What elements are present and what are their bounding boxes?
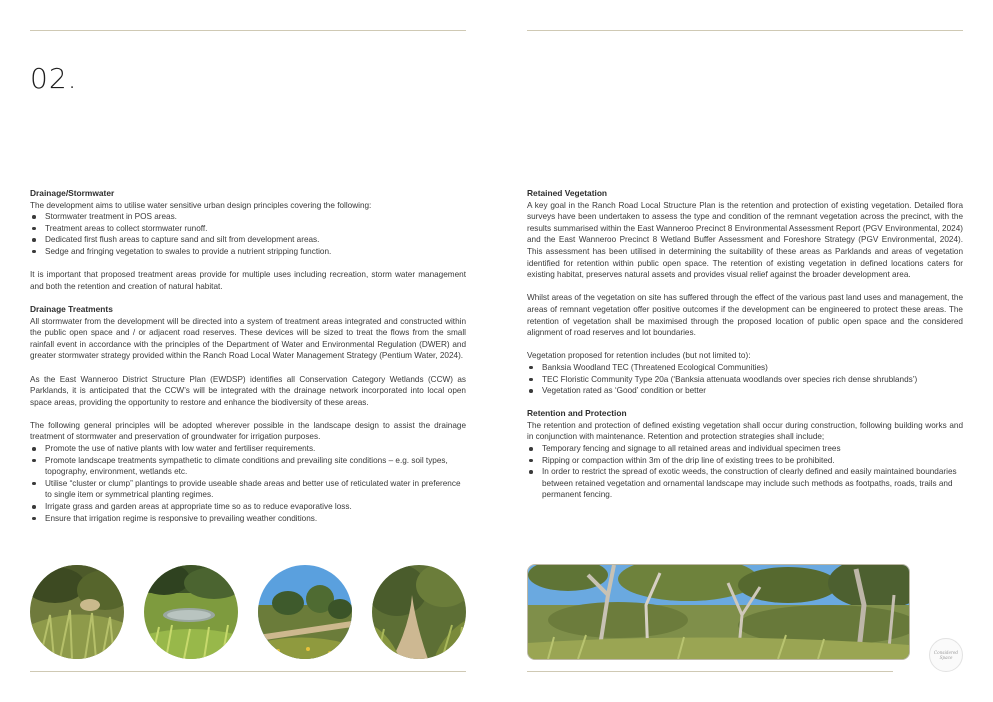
protection-heading: Retention and Protection: [527, 408, 627, 419]
considered-space-logo: [929, 638, 963, 672]
treatments-paragraph-2: As the East Wanneroo District Structure Plan (EWDSP) identifies all Conservation Category Wetlands (CCW) as Parklands, it is anticipated that the CCW’s will be integrated with the drainage network incorporated into local open space areas, providing the opportunity to restore and enhance the biodiversity of these areas.: [30, 374, 466, 407]
photo-banksia-woodland: [527, 564, 910, 660]
protection-bullet-list: [527, 443, 963, 501]
list-item: Temporary fencing and signage to all retained areas and individual specimen trees: [527, 443, 963, 455]
drainage-bullet-list: [30, 211, 466, 257]
treatments-paragraph-1: All stormwater from the development will be directed into a system of treatment areas integrated and constructed within the public open space and / or adjacent road reserves. These devices will be sized to treat the flows from the small rainfall event in accordance with the principles of the Department of Water and Environmental Regulation (DWER) and greater stormwater strategy provided within the Ranch Road Local Water Management Strategy (Pentium Water, 2024).: [30, 316, 466, 361]
drainage-intro: The development aims to utilise water sensitive urban design principles covering the following:: [30, 200, 372, 210]
list-item: TEC Floristic Community Type 20a (‘Banksia attenuata woodlands over species rich dense shrublands’): [527, 374, 963, 386]
top-rule-right: [527, 30, 963, 31]
list-item: Irrigate grass and garden areas at appropriate time so as to reduce evaporative loss.: [30, 501, 466, 513]
page-number: 02.: [30, 62, 78, 95]
bottom-rule-right: [527, 671, 893, 672]
left-column: [30, 188, 466, 524]
retained-paragraph-2: Whilst areas of the vegetation on site has suffered through the effect of the various past land uses and management, the areas of remnant vegetation offer positive outcomes if the development can be engineered to protect these areas. The retention of vegetation shall be maximised through the proposed location of public open space and the considered alignment of road reserves and lot boundaries.: [527, 293, 963, 338]
list-item: Vegetation rated as ‘Good’ condition or better: [527, 385, 963, 397]
list-item: In order to restrict the spread of exotic weeds, the construction of clearly defined and easily maintained boundaries between retained vegetation and ornamental landscape may include such methods as footpaths, roads, trails and permanent fencing.: [527, 466, 963, 501]
photo-sandy-trail: [372, 565, 466, 659]
list-item: Sedge and fringing vegetation to swales to provide a nutrient stripping function.: [30, 246, 466, 258]
retained-bullet-list: [527, 362, 963, 397]
list-item: Stormwater treatment in POS areas.: [30, 211, 466, 223]
drainage-heading: Drainage/Stormwater: [30, 188, 115, 198]
photo-native-garden: [30, 565, 124, 659]
list-item: Promote the use of native plants with low water and fertiliser requirements.: [30, 443, 466, 455]
photo-stormwater-basin: [144, 565, 238, 659]
treatments-heading: Drainage Treatments: [30, 303, 113, 314]
treatments-paragraph-3: The following general principles will be adopted wherever possible in the landscape design to assist the drainage treatment of stormwater and preservation of groundwater for irrigation purposes.: [30, 420, 466, 442]
treatments-bullet-list: [30, 443, 466, 524]
list-item: Promote landscape treatments sympathetic to climate conditions and prevailing site conditions – e.g. soil types, topography, environment, wetlands etc.: [30, 455, 466, 478]
logo-line-2: Space: [939, 655, 953, 660]
protection-paragraph: The retention and protection of defined existing vegetation shall occur during construction, following building works and in conjunction with maintenance. Retention and protection strategies shall include;: [527, 420, 963, 442]
list-item: Ensure that irrigation regime is responsive to prevailing weather conditions.: [30, 513, 466, 525]
list-item: Banksia Woodland TEC (Threatened Ecological Communities): [527, 362, 963, 374]
retained-paragraph-3: Vegetation proposed for retention includes (but not limited to):: [527, 351, 751, 361]
drainage-paragraph: It is important that proposed treatment areas provide for multiple uses including recreation, storm water management and both the retention and creation of natural habitat.: [30, 270, 466, 291]
right-column: [527, 188, 963, 501]
bottom-rule-left: [30, 671, 466, 672]
list-item: Treatment areas to collect stormwater runoff.: [30, 223, 466, 235]
retained-vegetation-heading: Retained Vegetation: [527, 188, 608, 198]
logo-line-1: Considered: [933, 650, 959, 655]
list-item: Utilise “cluster or clump” plantings to provide useable shade areas and better use of reticulated water in preference to single item or symmetrical planting regimes.: [30, 478, 466, 501]
photo-woodland-path: [258, 565, 352, 659]
retained-paragraph-1: A key goal in the Ranch Road Local Structure Plan is the retention and protection of existing vegetation. Detailed flora surveys have been undertaken to assess the type and condition of the remnant vegetation across the precinct, with the results summarised within the East Wanneroo Precinct 8 Environmental Assessment Report (PGV Environmental, 2024) and the East Wanneroo Precinct 8 Wetland Buffer Assessment and Foreshore Strategy (PGV Environmental, 2024). This assessment has been utilised in determining the suitability of these areas as Parklands and areas of vegetation identified for retention within public open space. The retention of existing vegetation in defined locations caters for existing habitat, preserves natural assets and provides visual relief against the broader development area.: [527, 200, 963, 280]
list-item: Ripping or compaction within 3m of the drip line of existing trees to be prohibited.: [527, 455, 963, 467]
list-item: Dedicated first flush areas to capture sand and silt from development areas.: [30, 234, 466, 246]
top-rule-left: [30, 30, 466, 31]
